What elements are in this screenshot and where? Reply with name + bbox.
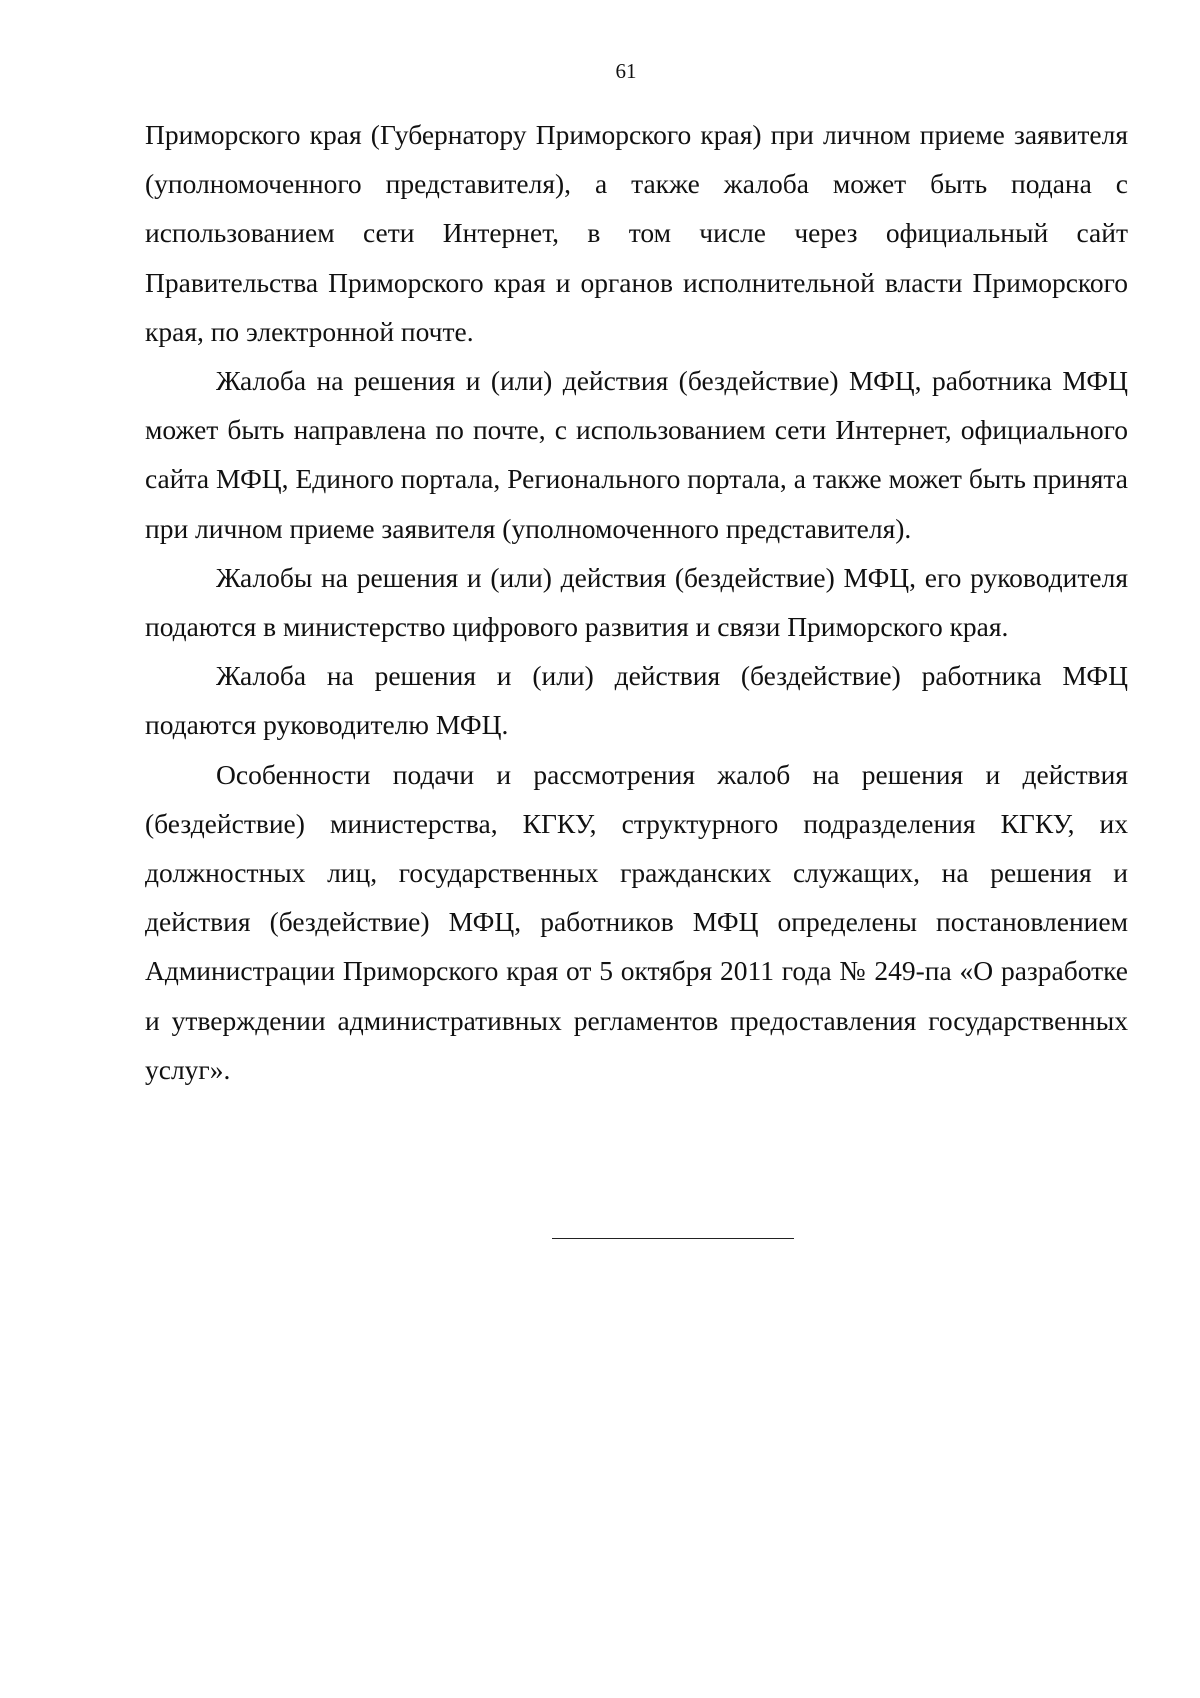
document-body xyxy=(145,110,1128,1094)
paragraph-complaint-procedure-features: Особенности подачи и рассмотрения жалоб на решения и действия (бездействие) министерства, КГКУ, структурного подразделения КГКУ, их должностных лиц, государственных гражданских служащих, на решения и действия (бездействие) МФЦ, работников МФЦ определены постановлением Администрации Приморского края от 5 октября 2011 года № 249-па «О разработке и утверждении административных регламентов предоставления государственных услуг». xyxy=(145,758,1128,1085)
paragraph-mfc-head-complaints: Жалобы на решения и (или) действия (бездействие) МФЦ, его руководителя подаются в министерство цифрового развития и связи Приморского края. xyxy=(145,561,1128,643)
end-of-document-rule xyxy=(552,1238,794,1239)
page-number: 61 xyxy=(615,59,637,83)
paragraph-mfc-complaint-submission: Жалоба на решения и (или) действия (бездействие) МФЦ, работника МФЦ может быть направлена по почте, с использованием сети Интернет, официального сайта МФЦ, Единого портала, Регионального портала, а также может быть принята при личном приеме заявителя (уполномоченного представителя). xyxy=(145,365,1128,544)
paragraph-mfc-worker-complaints: Жалоба на решения и (или) действия (бездействие) работника МФЦ подаются руководителю МФЦ. xyxy=(145,660,1128,741)
paragraph-continuation: Приморского края (Губернатору Приморского края) при личном приеме заявителя (уполномоченного представителя), а также жалоба может быть подана с использованием сети Интернет, в том числе через официальный сайт Правительства Приморского края и органов исполнительной власти Приморского края, по электронной почте. xyxy=(145,119,1128,347)
